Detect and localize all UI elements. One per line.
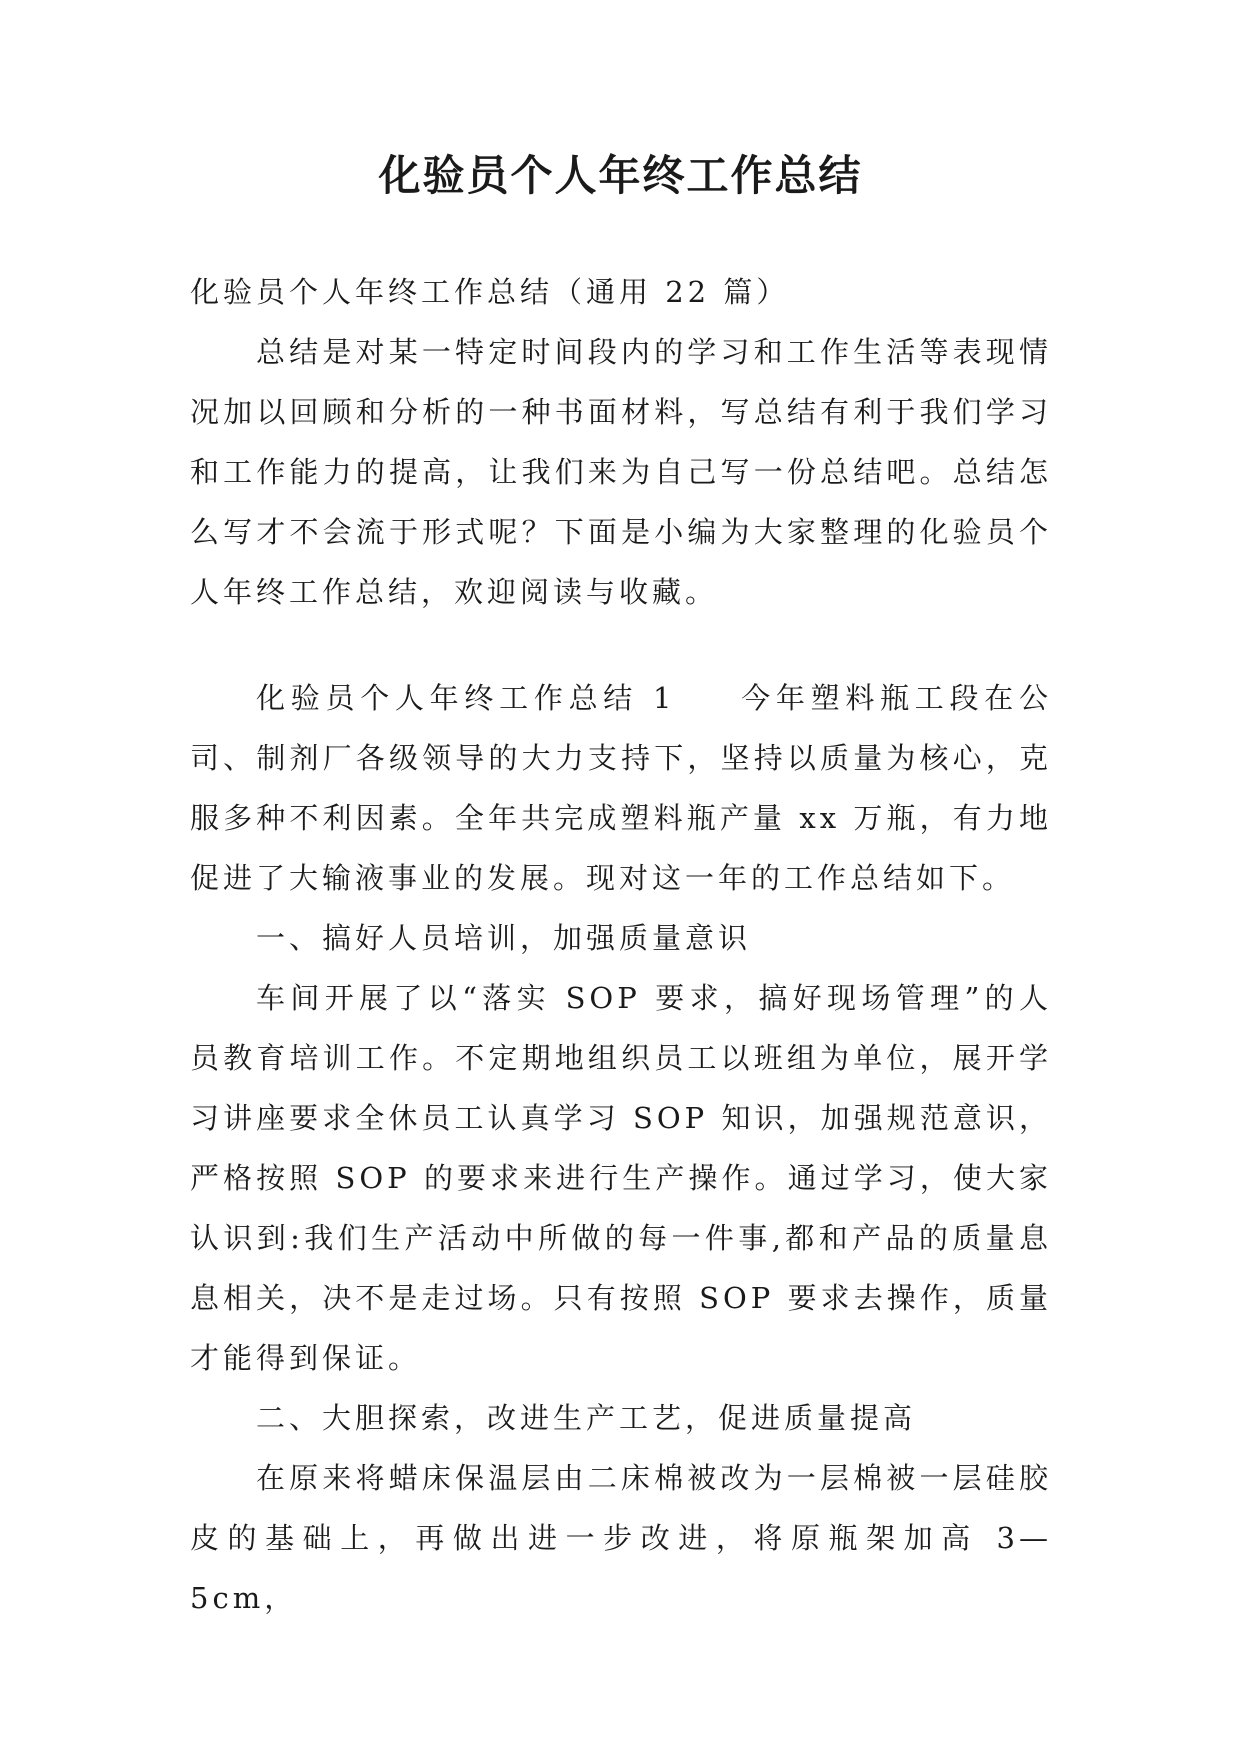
intro-paragraph: 总结是对某一特定时间段内的学习和工作生活等表现情况加以回顾和分析的一种书面材料，写总结有利于我们学习和工作能力的提高，让我们来为自己写一份总结吧。总结怎么写才不会流于形式呢？下面是小编为大家整理的化验员个人年终工作总结，欢迎阅读与收藏。 — [190, 335, 1052, 609]
point-1-body: 车间开展了以“落实 SOP 要求，搞好现场管理”的人员教育培训工作。不定期地组织员工以班组为单位，展开学习讲座要求全休员工认真学习 SOP 知识，加强规范意识，严格按照 SOP 的要求来进行生产操作。通过学习，使大家认识到:我们生产活动中所做的每一件事,都和产品的质量息息相关，决不是走过场。只有按照 SOP 要求去操作，质量才能得到保证。 — [190, 981, 1052, 1375]
document-body — [190, 262, 1052, 1628]
document-title: 化验员个人年终工作总结 — [378, 151, 863, 200]
section-1-heading: 化验员个人年终工作总结 1 — [256, 681, 676, 715]
document-subtitle: 化验员个人年终工作总结（通用 22 篇） — [190, 275, 790, 309]
point-2-body: 在原来将蜡床保温层由二床棉被改为一层棉被一层硅胶皮的基础上，再做出进一步改进，将原瓶架加高 3—5cm， — [190, 1461, 1052, 1615]
paragraph-gap — [190, 622, 1052, 668]
point-2-heading: 二、大胆探索，改进生产工艺，促进质量提高 — [256, 1401, 917, 1435]
section-1-paragraph — [190, 668, 1052, 908]
point-1-heading: 一、搞好人员培训，加强质量意识 — [256, 921, 752, 955]
section-1-lead: 今年塑料瓶工段在公司、制剂厂各级领导的大力支持下，坚持以质量为核心，克服多种不利因素。全年共完成塑料瓶产量 xx 万瓶，有力地促进了大输液事业的发展。现对这一年的工作总结如下。 — [190, 681, 1052, 895]
